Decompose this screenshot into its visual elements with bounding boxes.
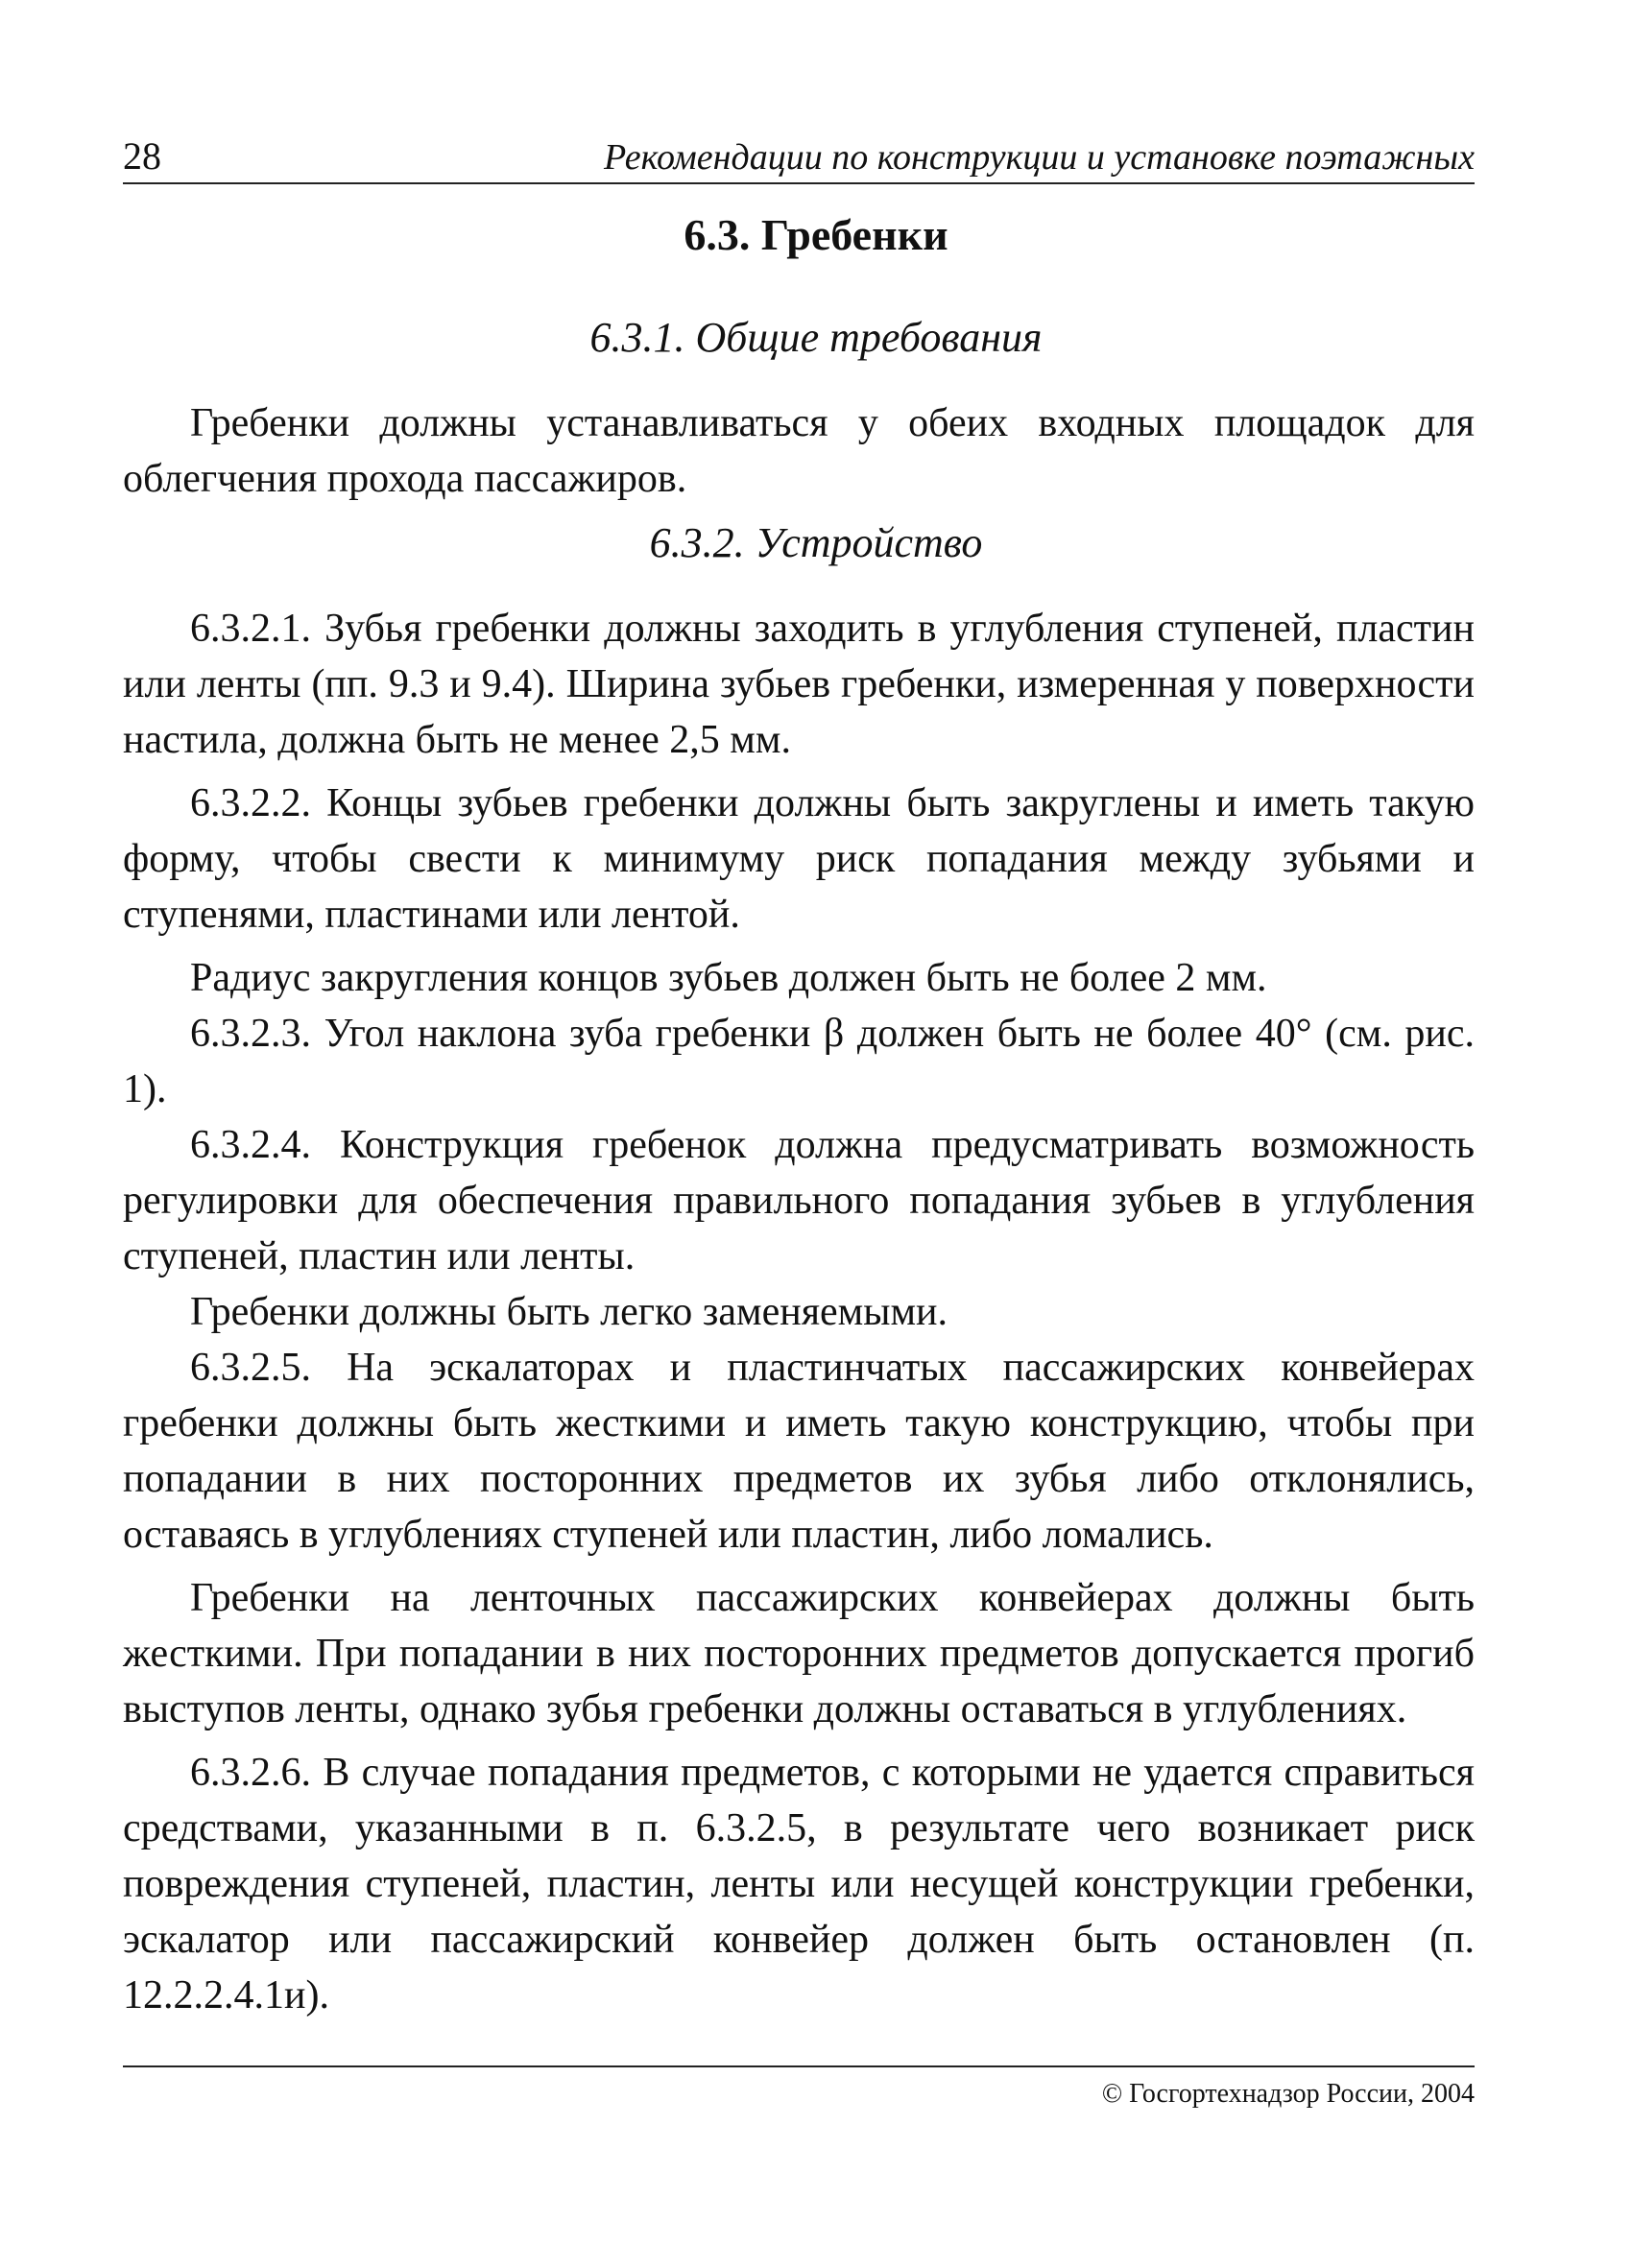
- subsection-title-device: 6.3.2. Устройство: [649, 519, 983, 566]
- body-text-device: [123, 601, 1475, 2023]
- paragraph: Гребенки должны быть легко заменяемыми.: [190, 1290, 948, 1334]
- paragraph: 6.3.2.2. Концы зубьев гребенки должны быть закруглены и иметь такую форму, чтобы свести к минимуму риск попадания между зубьями и ступенями, пластинами или лентой.: [123, 781, 1475, 937]
- paragraph: 6.3.2.5. На эскалаторах и пластинчатых пассажирских конвейерах гребенки должны быть жесткими и иметь такую конструкцию, чтобы при попадании в них посторонних предметов их зубья либо отклонялись, оставаясь в углублениях ступеней или пластин, либо ломались.: [123, 1346, 1475, 1557]
- section-title: 6.3. Гребенки: [684, 210, 948, 259]
- footer-copyright: © Госгортехнадзор России, 2004: [1101, 2079, 1475, 2109]
- paragraph: 6.3.2.1. Зубья гребенки должны заходить в углубления ступеней, пластин или ленты (пп. 9.3 и 9.4). Ширина зубьев гребенки, измеренная у поверхности настила, должна быть не менее 2,5 мм.: [123, 607, 1475, 762]
- paragraph: Радиус закругления концов зубьев должен быть не более 2 мм.: [190, 956, 1267, 1000]
- paragraph: 6.3.2.6. В случае попадания предметов, с которыми не удается справиться средствами, указанными в п. 6.3.2.5, в результате чего возникает риск повреждения ступеней, пластин, ленты или несущей конструкции гребенки, эскалатор или пассажирский конвейер должен быть остановлен (п. 12.2.2.4.1и).: [123, 1751, 1475, 2017]
- body-text-general: [123, 395, 1475, 507]
- page-header: [123, 132, 1475, 184]
- paragraph: Гребенки на ленточных пассажирских конвейерах должны быть жесткими. При попадании в них посторонних предметов допускается прогиб выступов ленты, однако зубья гребенки должны оставаться в углублениях.: [123, 1576, 1475, 1731]
- running-title: Рекомендации по конструкции и установке поэтажных: [603, 137, 1475, 178]
- paragraph: Гребенки должны устанавливаться у обеих входных площадок для облегчения прохода пассажиров.: [123, 401, 1475, 501]
- subsection-title-general: 6.3.1. Общие требования: [589, 314, 1043, 361]
- paragraph: 6.3.2.4. Конструкция гребенок должна предусматривать возможность регулировки для обеспечения правильного попадания зубьев в углубления ступеней, пластин или ленты.: [123, 1123, 1475, 1278]
- page-number: 28: [123, 134, 161, 178]
- footer-divider: [123, 2065, 1475, 2067]
- paragraph: 6.3.2.3. Угол наклона зуба гребенки β должен быть не более 40° (см. рис. 1).: [123, 1012, 1475, 1111]
